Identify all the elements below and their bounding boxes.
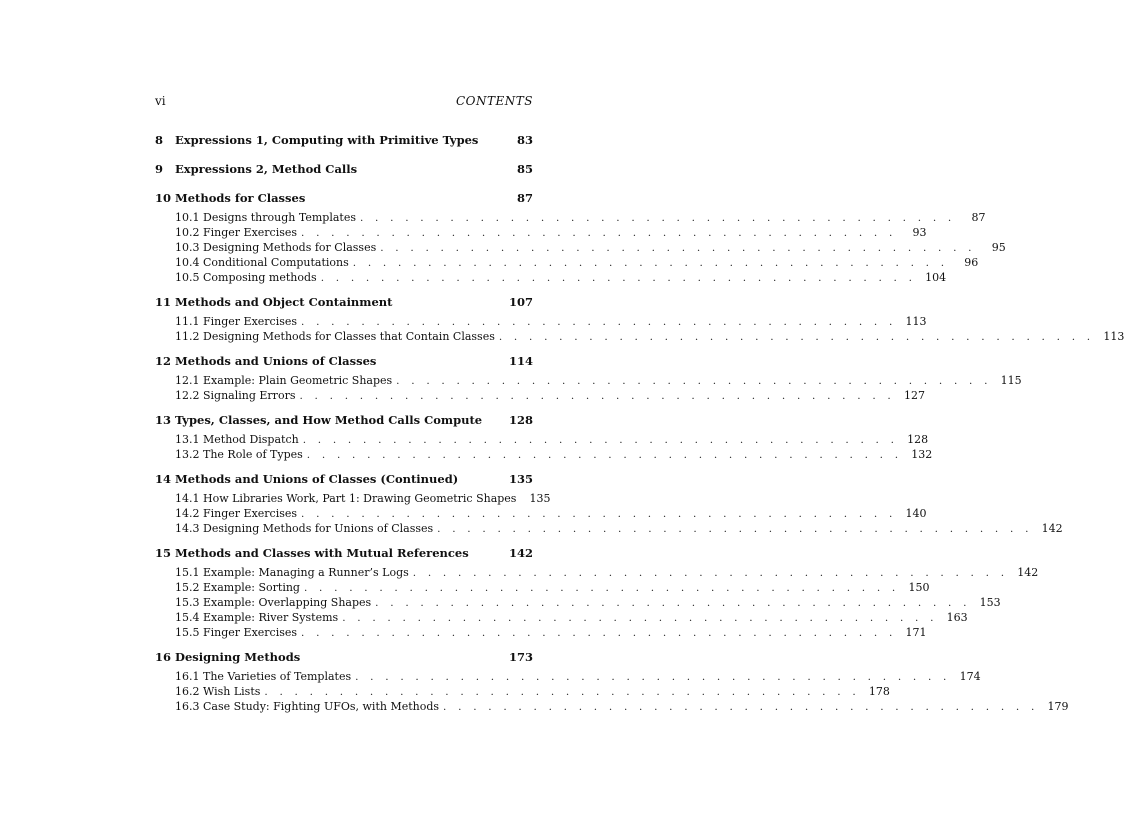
toc-section-row xyxy=(155,522,1063,537)
toc-chapter-row xyxy=(155,650,533,670)
section-title: Finger Exercises xyxy=(203,626,298,639)
toc-chapter-row xyxy=(155,472,533,492)
chapter-title: Methods and Unions of Classes xyxy=(175,354,377,368)
dot-leader: . . . . . . . . . . . . . . . . . . . . . . . . . . . . . . . . . . . . . . . . xyxy=(264,686,860,698)
section-page: 142 xyxy=(1017,566,1039,579)
toc-section-row xyxy=(155,433,929,448)
chapter-page: 83 xyxy=(516,133,533,147)
section-number: 14.3 xyxy=(175,522,200,535)
toc-section-row xyxy=(155,700,1069,715)
toc-section-row xyxy=(155,271,947,286)
section-title: Signaling Errors xyxy=(203,389,296,402)
section-number: 12.2 xyxy=(175,389,200,402)
toc-section-row xyxy=(155,374,1022,389)
chapter-number: 8 xyxy=(155,133,164,147)
chapter-number: 9 xyxy=(155,162,164,176)
chapter-title: Expressions 2, Method Calls xyxy=(175,162,358,176)
toc-chapter-row xyxy=(155,162,533,182)
section-number: 12.1 xyxy=(175,374,200,387)
section-page: 113 xyxy=(905,315,927,328)
toc-section-row xyxy=(155,448,933,463)
toc-section-row xyxy=(155,611,968,626)
toc-section-row xyxy=(155,685,890,700)
section-page: 104 xyxy=(925,271,947,284)
section-page: 142 xyxy=(1041,522,1063,535)
section-title: Example: Sorting xyxy=(203,581,300,594)
toc-section-row xyxy=(155,389,925,404)
section-number: 10.5 xyxy=(175,271,200,284)
toc-section-row xyxy=(155,256,979,271)
chapter-page: 128 xyxy=(508,413,533,427)
chapter-number: 11 xyxy=(155,295,172,309)
toc-section-row xyxy=(155,241,1006,256)
chapter-page: 85 xyxy=(516,162,533,176)
dot-leader: . . . . . . . . . . . . . . . . . . . . . . . . . . . . . . . . . . . . . . . . xyxy=(355,671,951,683)
section-number: 10.1 xyxy=(175,211,200,224)
dot-leader: . . . . . . . . . . . . . . . . . . . . . . . . . . . . . . . . . . . . . . . . xyxy=(302,434,899,446)
section-number: 13.1 xyxy=(175,433,200,446)
toc-chapter xyxy=(155,295,1124,345)
section-page: 150 xyxy=(908,581,930,594)
toc-chapter xyxy=(155,354,1022,404)
toc-chapter xyxy=(155,191,1006,286)
chapter-title: Types, Classes, and How Method Calls Compute xyxy=(175,413,483,427)
toc-section-row xyxy=(155,670,981,685)
chapter-title: Methods and Unions of Classes (Continued) xyxy=(175,472,459,486)
section-number: 16.1 xyxy=(175,670,200,683)
chapter-page: 135 xyxy=(508,472,533,486)
chapter-page: 114 xyxy=(508,354,533,368)
section-title: Example: Plain Geometric Shapes xyxy=(203,374,393,387)
section-number: 14.1 xyxy=(175,492,200,505)
section-title: The Varieties of Templates xyxy=(203,670,352,683)
section-title: Example: Managing a Runner’s Logs xyxy=(203,566,409,579)
chapter-number: 14 xyxy=(155,472,172,486)
section-title: Designing Methods for Unions of Classes xyxy=(203,522,434,535)
chapter-number: 10 xyxy=(155,191,172,205)
dot-leader: . . . . . . . . . . . . . . . . . . . . . . . . . . . . . . . . . . . . . . . . xyxy=(443,701,1039,713)
toc-chapter-row xyxy=(155,413,533,433)
toc-section-row xyxy=(155,596,1001,611)
dot-leader: . . . . . . . . . . . . . . . . . . . . . . . . . . . . . . . . . . . . . . . . xyxy=(352,257,949,269)
section-title: Method Dispatch xyxy=(203,433,299,446)
toc-section-row xyxy=(155,626,927,641)
section-number: 15.1 xyxy=(175,566,200,579)
section-page: 95 xyxy=(991,241,1006,254)
section-page: 174 xyxy=(959,670,981,683)
section-number: 11.2 xyxy=(175,330,200,343)
dot-leader: . . . . . . . . . . . . . . . . . . . . . . . . . . . . . . . . . . . . . . . . xyxy=(299,390,895,402)
section-page: 153 xyxy=(979,596,1001,609)
chapter-title: Expressions 1, Computing with Primitive Types xyxy=(175,133,479,147)
toc-section-row xyxy=(155,566,1039,581)
dot-leader: . . . . . . . . . . . . . . . . . . . . . . . . . . . . . . . . . . . . . . . . xyxy=(498,331,1095,343)
page-number: vi xyxy=(155,94,166,108)
chapter-title: Methods and Classes with Mutual References xyxy=(175,546,469,560)
section-number: 15.5 xyxy=(175,626,200,639)
toc-section-row xyxy=(155,315,927,330)
toc-section-row xyxy=(155,507,927,522)
dot-leader: . . . . . . . . . . . . . . . . . . . . . . . . . . . . . . . . . . . . . . . . xyxy=(396,375,992,387)
section-title: Designs through Templates xyxy=(203,211,356,224)
section-number: 14.2 xyxy=(175,507,200,520)
section-title: Case Study: Fighting UFOs, with Methods xyxy=(203,700,440,713)
section-page: 140 xyxy=(905,507,927,520)
toc-chapter-row xyxy=(155,295,533,315)
dot-leader: . . . . . . . . . . . . . . . . . . . . . . . . . . . . . . . . . . . . . . . . xyxy=(306,449,903,461)
section-page: 178 xyxy=(868,685,890,698)
section-page: 179 xyxy=(1047,700,1069,713)
toc-chapter-row xyxy=(155,133,533,153)
section-title: Finger Exercises xyxy=(203,226,298,239)
chapter-page: 142 xyxy=(508,546,533,560)
section-page: 132 xyxy=(911,448,933,461)
section-page: 127 xyxy=(903,389,925,402)
section-page: 171 xyxy=(905,626,927,639)
chapter-title: Methods and Object Containment xyxy=(175,295,393,309)
dot-leader: . . . . . . . . . . . . . . . . . . . . . . . . . . . . . . . . . . . . . . . . xyxy=(412,567,1009,579)
section-number: 10.3 xyxy=(175,241,200,254)
dot-leader: . . . . . . . . . . . . . . . . . . . . . . . . . . . . . . . . . . . . . . . . xyxy=(359,212,956,224)
dot-leader: . . . . . . . . . . . . . . . . . . . . . . . . . . . . . . . . . . . . . . . . xyxy=(301,627,897,639)
section-title: Conditional Computations xyxy=(203,256,349,269)
chapter-number: 16 xyxy=(155,650,172,664)
section-page: 93 xyxy=(912,226,927,239)
section-number: 15.4 xyxy=(175,611,200,624)
section-number: 11.1 xyxy=(175,315,200,328)
toc-section-row xyxy=(155,581,930,596)
toc-chapter xyxy=(155,546,1039,641)
toc-section-row xyxy=(155,226,927,241)
toc-chapter xyxy=(155,413,933,463)
section-page: 96 xyxy=(964,256,979,269)
toc-section-row xyxy=(155,492,551,507)
chapter-page: 87 xyxy=(516,191,533,205)
dot-leader: . . . . . . . . . . . . . . . . . . . . . . . . . . . . . . . . . . . . . . . . xyxy=(301,316,897,328)
section-title: Example: Overlapping Shapes xyxy=(203,596,372,609)
dot-leader: . . . . . . . . . . . . . . . . . . . . . . . . . . . . . . . . . . . . . . . . xyxy=(303,582,900,594)
section-title: Finger Exercises xyxy=(203,315,298,328)
section-page: 87 xyxy=(971,211,986,224)
chapter-page: 173 xyxy=(508,650,533,664)
section-page: 128 xyxy=(907,433,929,446)
toc-chapter-row xyxy=(155,191,533,211)
dot-leader: . . . . . . . . . . . . . . . . . . . . . . . . . . . . . . . . . . . . . . . . xyxy=(301,227,897,239)
section-title: Finger Exercises xyxy=(203,507,298,520)
section-number: 10.4 xyxy=(175,256,200,269)
dot-leader: . . . . . . . . . . . . . . . . . . . . . . . . . . . . . . . . . . . . . . . . xyxy=(375,597,971,609)
chapter-number: 13 xyxy=(155,413,172,427)
chapter-title: Methods for Classes xyxy=(175,191,306,205)
section-number: 16.3 xyxy=(175,700,200,713)
section-title: How Libraries Work, Part 1: Drawing Geometric Shapes xyxy=(203,492,517,505)
section-page: 135 xyxy=(529,492,551,505)
toc-section-row xyxy=(155,211,986,226)
section-number: 16.2 xyxy=(175,685,200,698)
dot-leader: . . . . . . . . . . . . . . . . . . . . . . . . . . . . . . . . . . . . . . . . xyxy=(380,242,976,254)
toc-section-row xyxy=(155,330,1124,345)
section-number: 10.2 xyxy=(175,226,200,239)
chapter-number: 15 xyxy=(155,546,172,560)
section-title: Wish Lists xyxy=(203,685,261,698)
dot-leader: . . . . . . . . . . . . . . . . . . . . . . . . . . . . . . . . . . . . . . . . xyxy=(342,612,938,624)
chapter-number: 12 xyxy=(155,354,172,368)
toc-chapter xyxy=(155,162,533,182)
running-head xyxy=(155,94,533,112)
running-title: CONTENTS xyxy=(455,94,533,108)
section-title: Composing methods xyxy=(203,271,317,284)
toc-chapter xyxy=(155,133,533,153)
dot-leader: . . . . . . . . . . . . . . . . . . . . . . . . . . . . . . . . . . . . . . . . xyxy=(437,523,1033,535)
section-page: 113 xyxy=(1103,330,1124,343)
section-number: 15.2 xyxy=(175,581,200,594)
table-of-contents xyxy=(155,133,1124,724)
section-page: 163 xyxy=(946,611,968,624)
toc-chapter xyxy=(155,650,1069,715)
toc-chapter-row xyxy=(155,354,533,374)
dot-leader: . . . . . . . . . . . . . . . . . . . . . . . . . . . . . . . . . . . . . . . . xyxy=(320,272,917,284)
chapter-page: 107 xyxy=(508,295,533,309)
section-title: Example: River Systems xyxy=(203,611,339,624)
section-number: 13.2 xyxy=(175,448,200,461)
dot-leader: . . . . . . . . . . . . . . . . . . . . . . . . . . . . . . . . . . . . . . . . xyxy=(301,508,897,520)
section-title: Designing Methods for Classes that Contain Classes xyxy=(203,330,495,343)
toc-chapter-row xyxy=(155,546,533,566)
section-title: The Role of Types xyxy=(203,448,303,461)
toc-chapter xyxy=(155,472,1063,537)
chapter-title: Designing Methods xyxy=(175,650,301,664)
section-title: Designing Methods for Classes xyxy=(203,241,377,254)
section-page: 115 xyxy=(1000,374,1022,387)
section-number: 15.3 xyxy=(175,596,200,609)
